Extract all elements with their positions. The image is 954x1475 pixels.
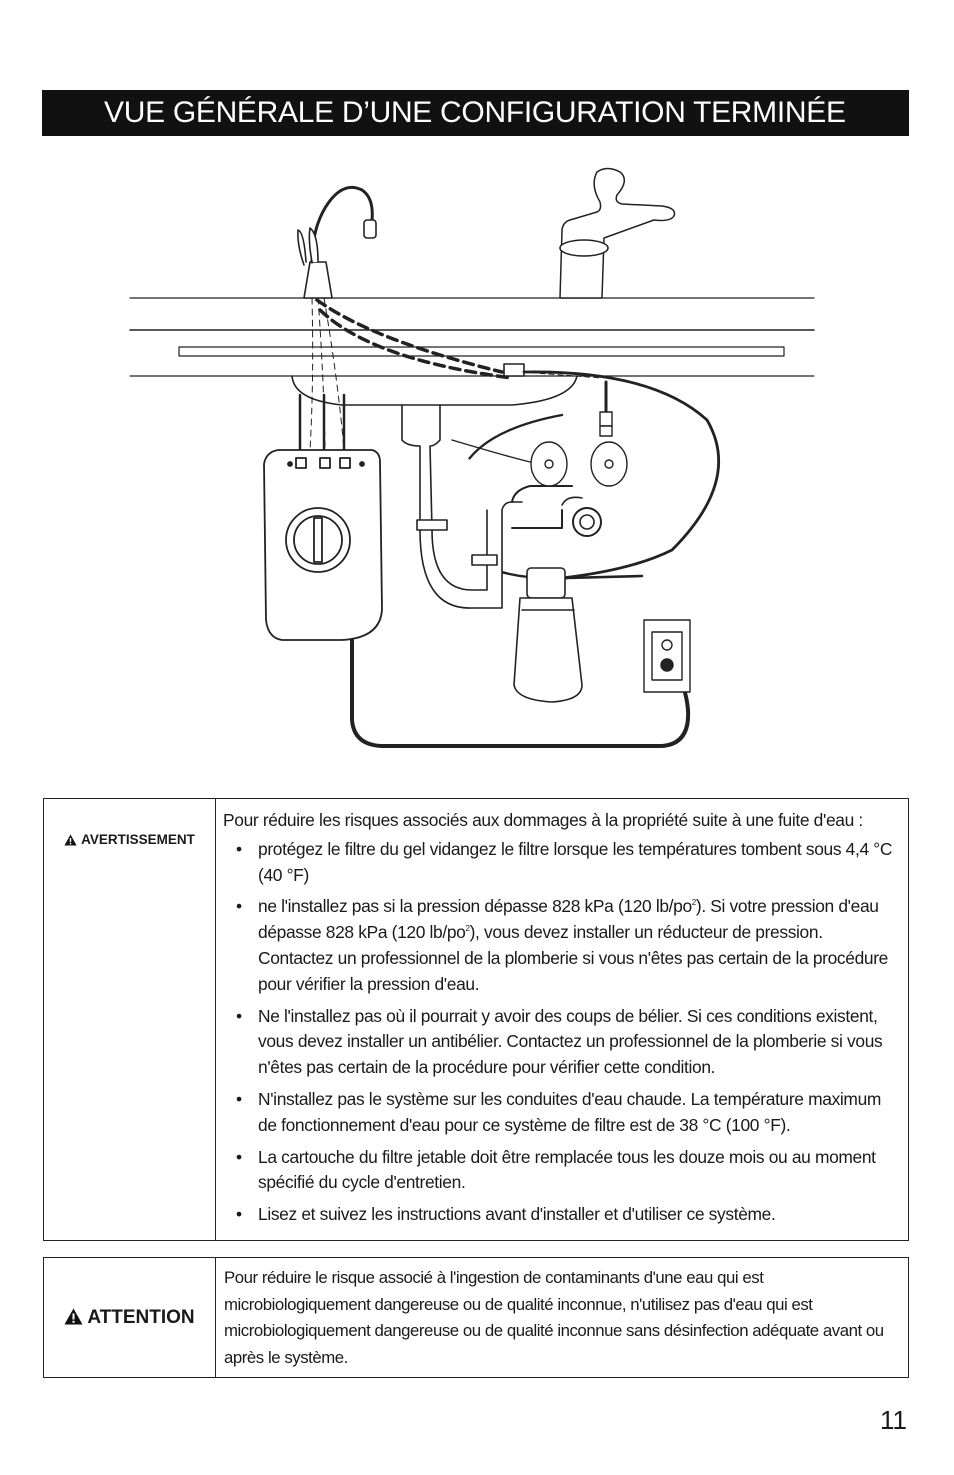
warning-label-cell	[44, 799, 216, 1240]
list-item: • Ne l'installez pas où il pourrait y avoir des coups de bélier. Si ces conditions existent, vous devez installer un antibélier. Contactez un professionnel de la plomberie si vous n'êtes pas certain de la procédure pour vérifier cette condition.	[223, 1004, 900, 1081]
caution-body: Pour réduire le risque associé à l'ingestion de contaminants d'une eau qui est microbiologiquement dangereuse ou de qualité inconnue, n'utilisez pas d'eau qui est microbiologiquement dangereuse ou de qualité inconnue sans désinfection adéquate avant ou après le système.	[224, 1268, 884, 1367]
page-number: 11	[880, 1405, 907, 1435]
list-item: • La cartouche du filtre jetable doit être remplacée tous les douze mois ou au moment spécifié du cycle d'entretien.	[223, 1145, 900, 1197]
filter-cartridge	[514, 568, 642, 702]
warning-intro: Pour réduire les risques associés aux dommages à la propriété suite à une fuite d'eau :	[223, 810, 863, 830]
section-title: VUE GÉNÉRALE D’UNE CONFIGURATION TERMINÉE	[104, 96, 846, 129]
warning-triangle-icon	[64, 834, 77, 846]
section-title-bar	[42, 90, 909, 136]
warning-notice	[43, 798, 909, 1241]
superscript: 2	[465, 924, 470, 934]
wall-outlet	[644, 620, 690, 692]
list-item: • N'installez pas le système sur les conduites d'eau chaude. La température maximum de fonctionnement d'eau pour ce système de filtre est de 38 °C (100 °F).	[223, 1087, 900, 1139]
list-item-text: ). Si votre pression d'eau dépasse 828 kPa (120 lb/po	[258, 896, 879, 943]
tubing-dashed	[310, 298, 602, 450]
list-item	[223, 894, 900, 997]
list-item-text: ne l'installez pas si la pression dépasse 828 kPa (120 lb/po	[258, 896, 692, 917]
caution-label: ATTENTION	[87, 1306, 195, 1328]
installation-illustration	[42, 150, 909, 770]
list-item: • Lisez et suivez les instructions avant d'installer et d'utiliser ce système.	[223, 1202, 900, 1228]
sink-basin	[292, 376, 577, 405]
caution-label-cell	[44, 1258, 216, 1377]
list-item-text: ), vous devez installer un réducteur de pression. Contactez un professionnel de la plomberie si vous n'êtes pas certain de la procédure pour vérifier la pression d'eau.	[258, 922, 888, 994]
warning-label: AVERTISSEMENT	[81, 832, 195, 847]
superscript: 2	[691, 898, 696, 908]
hot-water-tank	[264, 450, 382, 640]
warning-triangle-icon	[64, 1308, 83, 1325]
warning-body	[216, 799, 908, 1240]
kitchen-faucet	[560, 169, 675, 299]
warning-list	[223, 837, 900, 1228]
caution-notice	[43, 1257, 909, 1378]
list-item: • protégez le filtre du gel vidangez le filtre lorsque les températures tombent sous 4,4 °C (40 °F)	[223, 837, 900, 889]
hot-water-faucet	[298, 187, 376, 298]
